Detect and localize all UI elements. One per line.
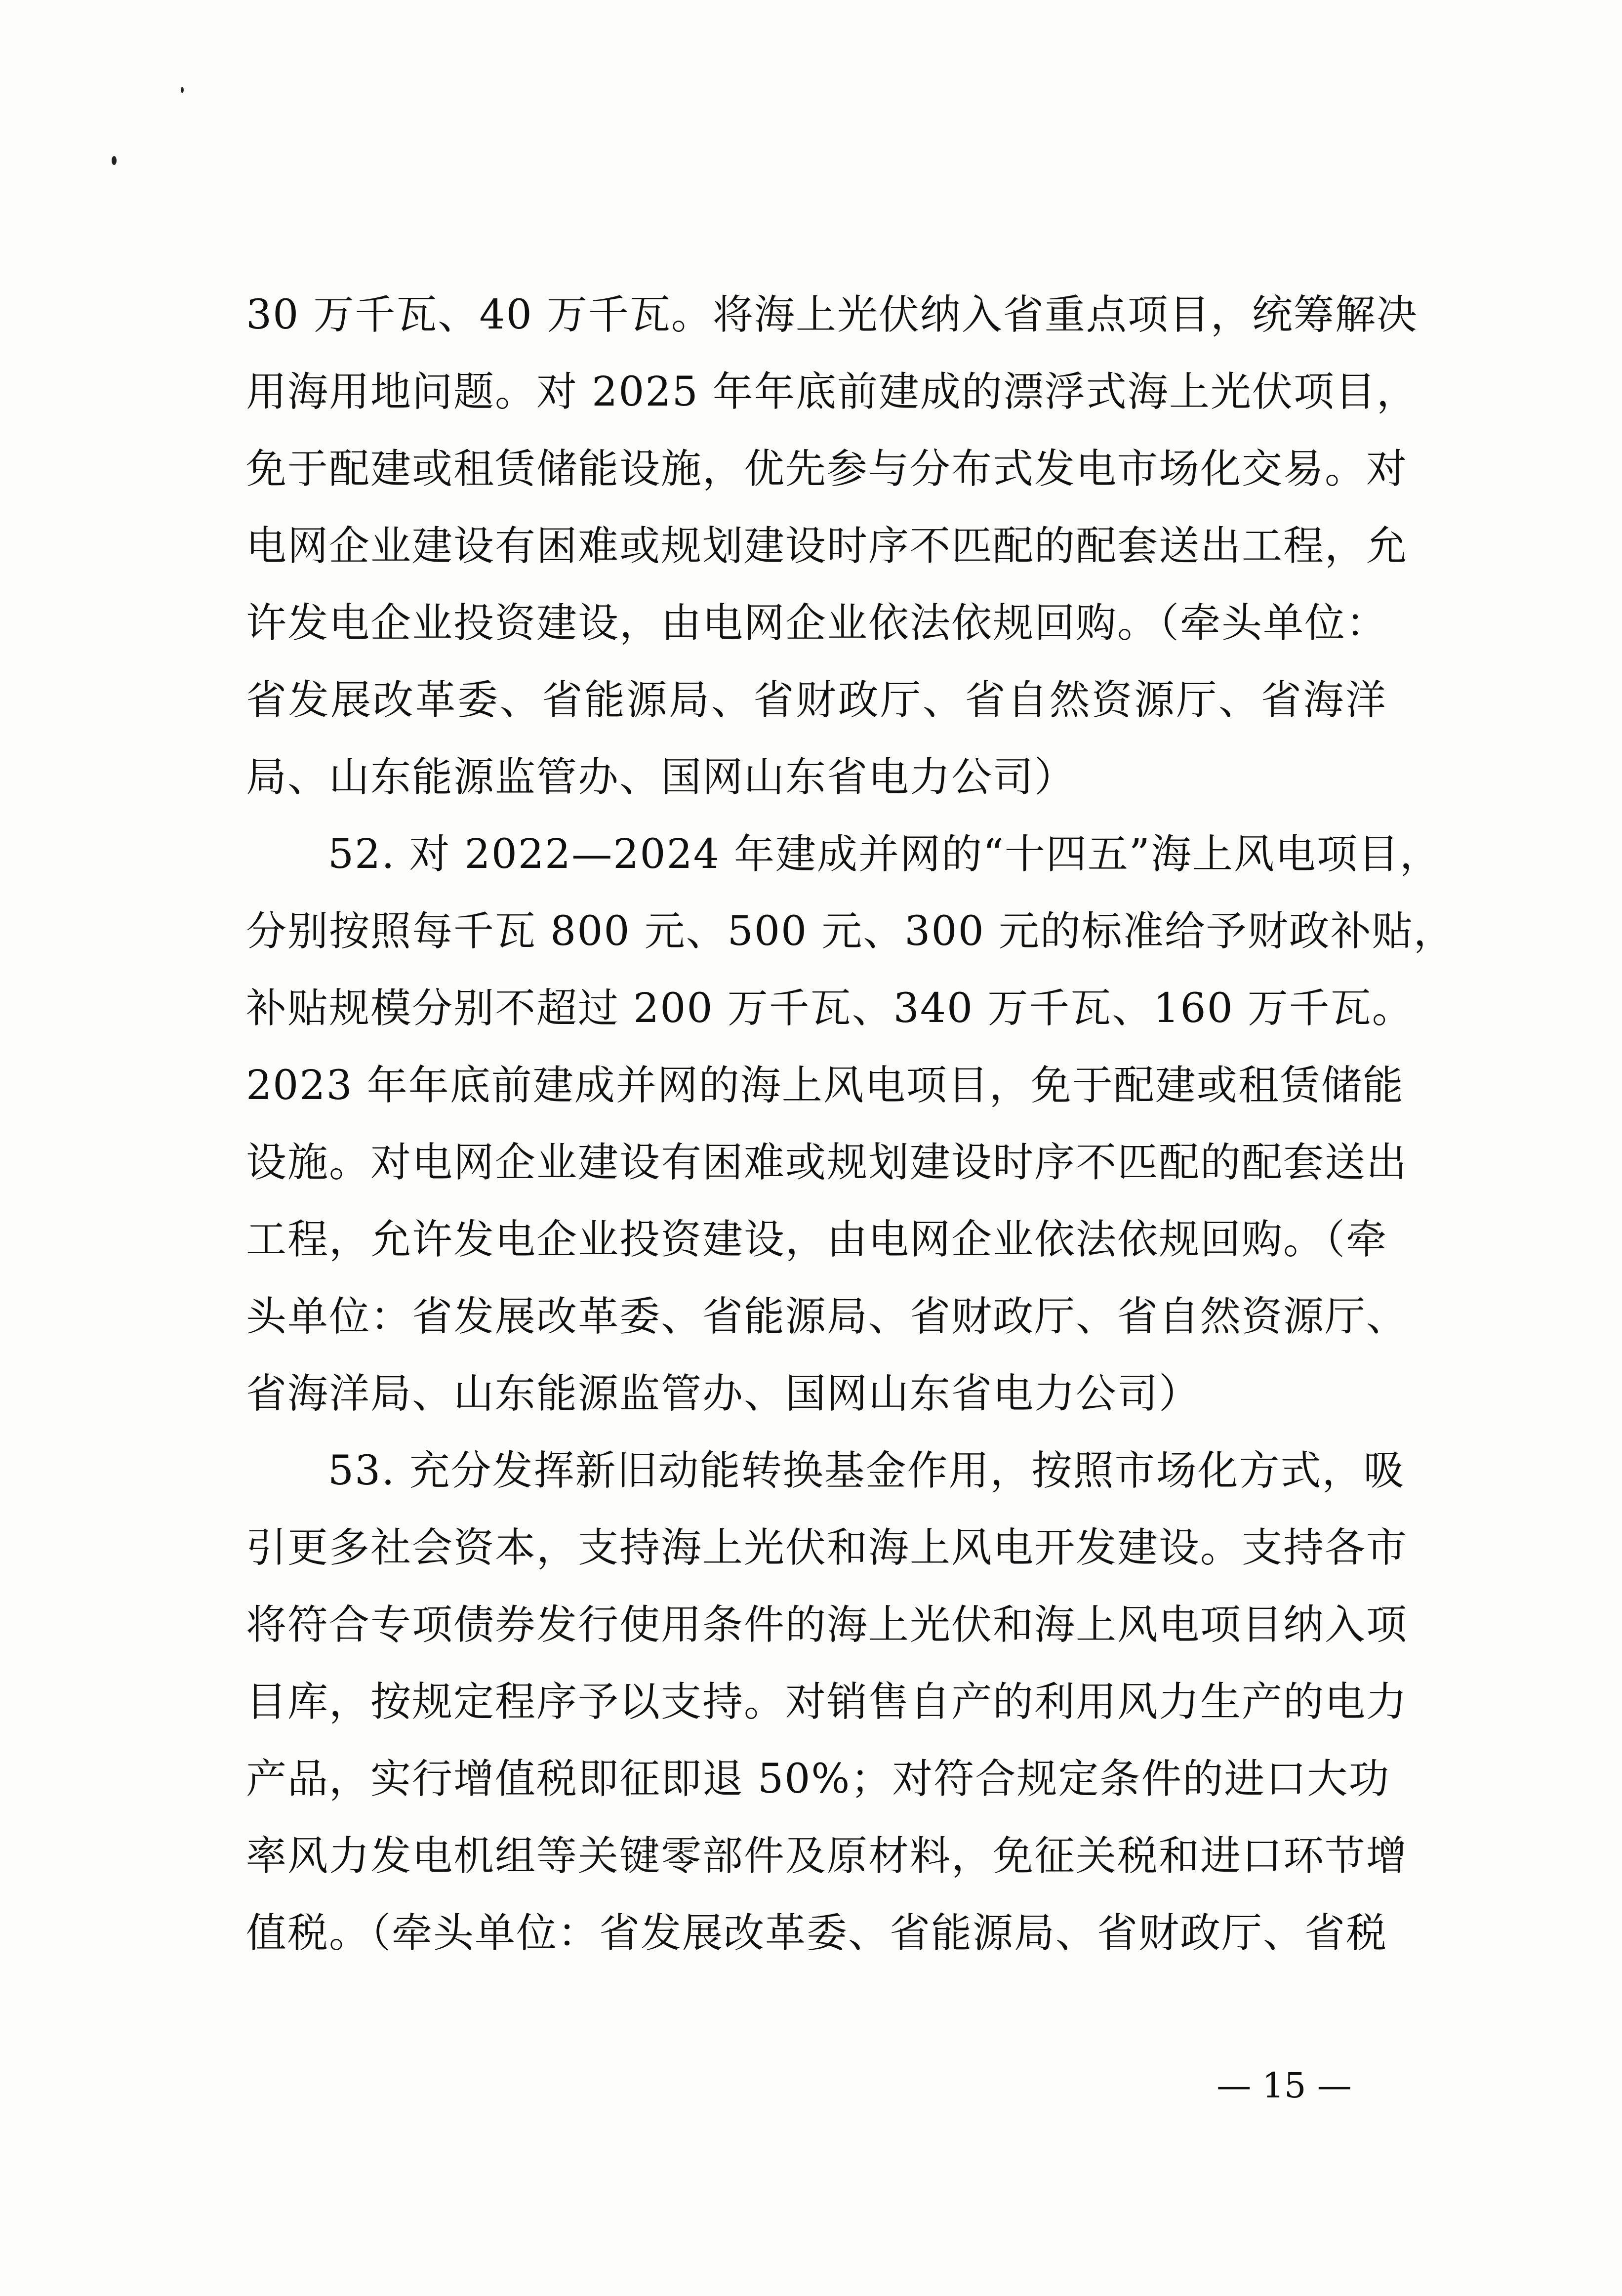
page-number: — 15 — [1216, 2065, 1352, 2106]
text-line: 工程，允许发电企业投资建设，由电网企业依法依规回购。（牵 [246, 1216, 1388, 1263]
text-line: 用海用地问题。对 2025 年年底前建成的漂浮式海上光伏项目， [246, 369, 1418, 415]
text-line: 省海洋局、山东能源监管办、国网山东省电力公司） [246, 1370, 1201, 1417]
text-line: 补贴规模分别不超过 200 万千瓦、340 万千瓦、160 万千瓦。 [246, 985, 1414, 1032]
text-line: 率风力发电机组等关键零部件及原材料，免征关税和进口环节增 [246, 1833, 1408, 1880]
text-line: 2023 年年底前建成并网的海上风电项目，免于配建或租赁储能 [246, 1062, 1404, 1109]
text-line: 许发电企业投资建设，由电网企业依法依规回购。（牵头单位： [246, 600, 1388, 647]
text-line: 值税。（牵头单位：省发展改革委、省能源局、省财政厅、省税 [246, 1910, 1388, 1957]
text-line: 头单位：省发展改革委、省能源局、省财政厅、省自然资源厅、 [246, 1293, 1408, 1340]
text-line: 引更多社会资本，支持海上光伏和海上风电开发建设。支持各市 [246, 1524, 1408, 1571]
text-line: 省发展改革委、省能源局、省财政厅、省自然资源厅、省海洋 [246, 677, 1387, 724]
text-line: 目库，按规定程序予以支持。对销售自产的利用风力生产的电力 [246, 1679, 1408, 1725]
text-line: 电网企业建设有困难或规划建设时序不匹配的配套送出工程，允 [246, 523, 1408, 570]
text-line: 52. 对 2022—2024 年建成并网的“十四五”海上风电项目， [328, 831, 1441, 878]
text-line: 局、山东能源监管办、国网山东省电力公司） [246, 754, 1076, 801]
text-line: 53. 充分发挥新旧动能转换基金作用，按照市场化方式，吸 [328, 1447, 1405, 1494]
text-line: 免于配建或租赁储能设施，优先参与分布式发电市场化交易。对 [246, 446, 1408, 492]
text-line: 分别按照每千瓦 800 元、500 元、300 元的标准给予财政补贴， [246, 908, 1455, 955]
text-line: 30 万千瓦、40 万千瓦。将海上光伏纳入省重点项目，统筹解决 [246, 291, 1418, 338]
scan-speck [112, 156, 117, 165]
text-line: 将符合专项债券发行使用条件的海上光伏和海上风电项目纳入项 [246, 1601, 1408, 1648]
scan-speck [181, 87, 184, 93]
body-text [246, 277, 1455, 1972]
text-line: 产品，实行增值税即征即退 50%；对符合规定条件的进口大功 [246, 1756, 1390, 1803]
text-line: 设施。对电网企业建设有困难或规划建设时序不匹配的配套送出 [246, 1139, 1408, 1186]
